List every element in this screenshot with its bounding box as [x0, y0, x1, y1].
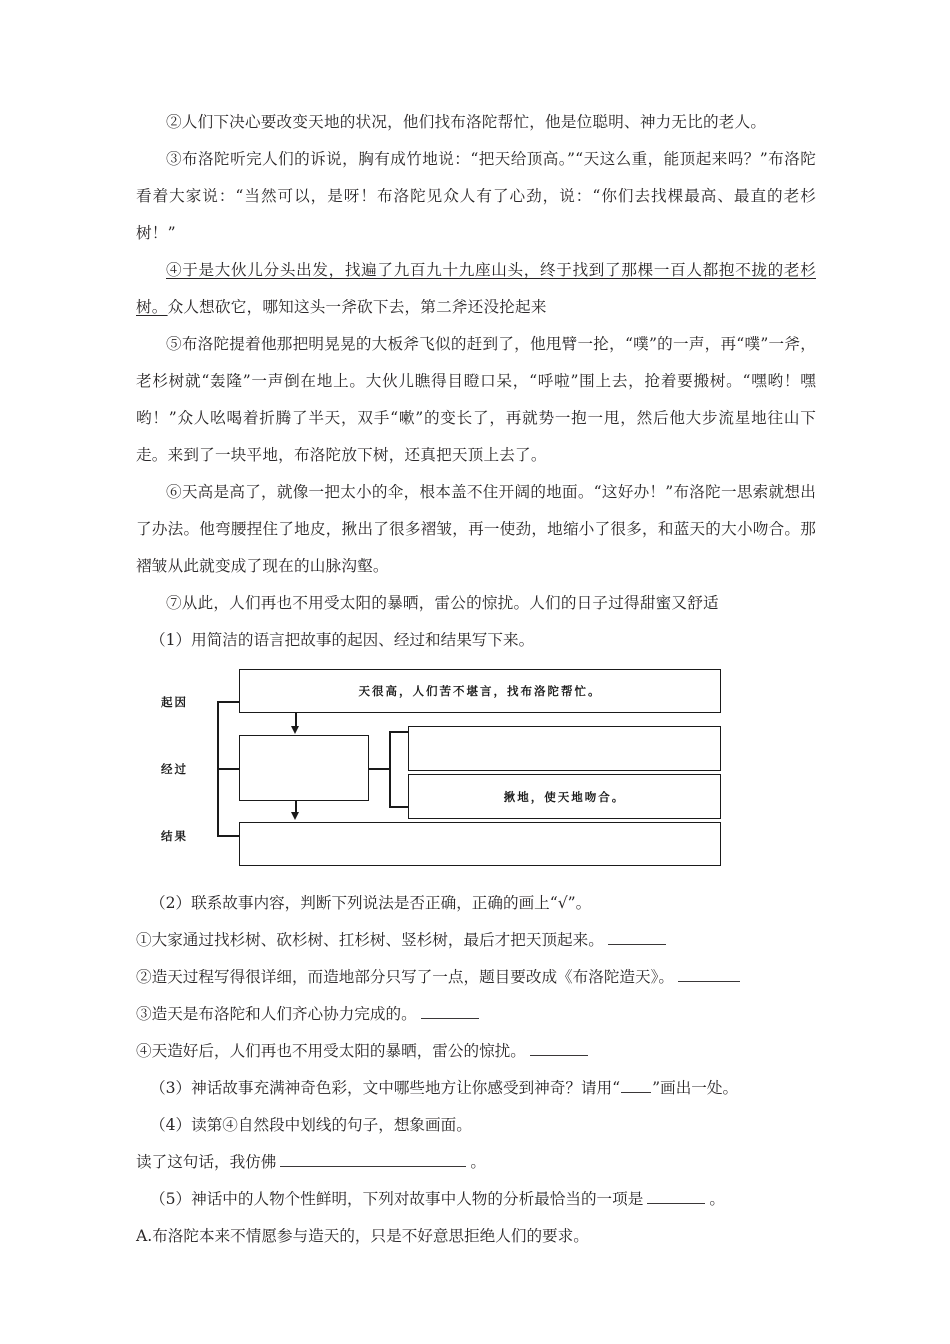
question-2-item-4-text: ④天造好后，人们再也不用受太阳的暴晒，雷公的惊扰。	[136, 1042, 526, 1060]
question-2-item-2	[136, 959, 816, 996]
paragraph-4-rest: 众人想砍它，哪知这头一斧砍下去，第二斧还没抡起来	[167, 298, 547, 316]
diagram-box-cause-text: 天很高，人们苦不堪言，找布洛陀帮忙。	[358, 684, 602, 698]
diagram-connector-cause	[217, 701, 239, 703]
diagram-box-process-right-bottom	[408, 774, 721, 819]
question-4-answer-prefix: 读了这句话，我仿佛	[136, 1153, 277, 1171]
answer-blank-3[interactable]	[621, 1080, 651, 1093]
question-2-item-1	[136, 922, 816, 959]
question-4-stem: （4）读第④自然段中划线的句子，想象画面。	[150, 1116, 472, 1134]
question-2-item-2-text: ②造天过程写得很详细，而造地部分只写了一点，题目要改成《布洛陀造天》。	[136, 968, 674, 986]
paragraph-3: ③布洛陀听完人们的诉说，胸有成竹地说：“把天给顶高。”“天这么重，能顶起来吗？”布洛陀看着大家说：“当然可以，是呀！布洛陀见众人有了心劲，说：“你们去找棵最高、最直的老杉树！”	[136, 150, 816, 242]
question-5-option-a: A.布洛陀本来不情愿参与造天的，只是不好意思拒绝人们的要求。	[136, 1227, 589, 1245]
diagram-brace-bottom-arm	[389, 806, 409, 808]
question-2-item-3	[136, 996, 816, 1033]
paragraph-4	[136, 252, 816, 326]
question-2-item-1-text: ①大家通过找杉树、砍杉树、扛杉树、竖杉树，最后才把天顶起来。	[136, 931, 604, 949]
question-1-stem: （1）用简洁的语言把故事的起因、经过和结果写下来。	[150, 631, 535, 649]
diagram-connector-result	[217, 835, 239, 837]
story-structure-diagram	[161, 669, 721, 869]
document-body	[136, 104, 816, 1255]
question-5-stem-b: 。	[709, 1190, 725, 1208]
diagram-connector-process	[217, 768, 239, 770]
question-4-answer-suffix: 。	[470, 1153, 486, 1171]
question-5-stem-a: （5）神话中的人物个性鲜明，下列对故事中人物的分析最恰当的一项是	[150, 1190, 644, 1208]
diagram-box-result	[239, 822, 721, 866]
question-3-stem-a: （3）神话故事充满神奇色彩，文中哪些地方让你感受到神奇？请用“	[150, 1079, 621, 1097]
paragraph-4-underlined: ④于是大伙儿分头出发，找遍了九百九十九座山头，终于找到了那棵一百人都抱不拢的老杉树。	[136, 261, 816, 316]
diagram-box-process-right-top	[408, 726, 721, 771]
diagram-brace-bar	[389, 731, 391, 807]
question-3-stem	[136, 1070, 816, 1107]
diagram-box-process-right-bottom-text: 揪地，使天地吻合。	[503, 789, 626, 804]
answer-blank-5[interactable]	[647, 1189, 705, 1204]
diagram-label-result: 结果	[161, 829, 188, 843]
diagram-brace-top-arm	[389, 731, 409, 733]
answer-blank-2-3[interactable]	[421, 1004, 479, 1019]
diagram-label-process: 经过	[161, 762, 188, 776]
paragraph-5: ⑤布洛陀提着他那把明晃晃的大板斧飞似的赶到了，他甩臂一抡，“噗”的一声，再“噗”一斧，老杉树就“轰隆”一声倒在地上。大伙儿瞧得目瞪口呆，“呼啦”围上去，抢着要搬树。“嘿哟！嘿哟！”众人吆喝着折腾了半天，双手“嗽”的变长了，再就势一抱一甩，然后他大步流星地往山下走。来到了一块平地，布洛陀放下树，还真把天顶上去了。	[136, 335, 816, 464]
question-3-stem-b: ”画出一处。	[652, 1079, 739, 1097]
diagram-label-cause: 起因	[161, 695, 188, 709]
diagram-box-cause	[239, 669, 721, 713]
paragraph-7: ⑦从此，人们再也不用受太阳的暴晒，雷公的惊扰。人们的日子过得甜蜜又舒适	[166, 594, 719, 612]
question-2-stem: （2）联系故事内容，判断下列说法是否正确，正确的画上“√”。	[150, 894, 592, 912]
answer-blank-2-1[interactable]	[608, 930, 666, 945]
answer-blank-4[interactable]	[280, 1152, 466, 1167]
diagram-box-process-left	[239, 735, 369, 801]
question-5-stem	[136, 1181, 816, 1218]
answer-blank-2-4[interactable]	[530, 1041, 588, 1056]
question-2-item-3-text: ③造天是布洛陀和人们齐心协力完成的。	[136, 1005, 417, 1023]
question-4-answer-line	[136, 1144, 816, 1181]
answer-blank-2-2[interactable]	[678, 967, 740, 982]
diagram-arrow-head-1	[291, 726, 299, 734]
diagram-brace-stem	[369, 768, 389, 770]
paragraph-6: ⑥天高是高了，就像一把太小的伞，根本盖不住开阔的地面。“这好办！”布洛陀一思索就想出了办法。他弯腰捏住了地皮，揪出了很多褶皱，再一使劲，地缩小了很多，和蓝天的大小吻合。那褶皱从此就变成了现在的山脉沟壑。	[136, 483, 816, 575]
paragraph-2: ②人们下决心要改变天地的状况，他们找布洛陀帮忙，他是位聪明、神力无比的老人。	[166, 113, 767, 131]
diagram-arrow-head-2	[291, 812, 299, 820]
question-2-item-4	[136, 1033, 816, 1070]
